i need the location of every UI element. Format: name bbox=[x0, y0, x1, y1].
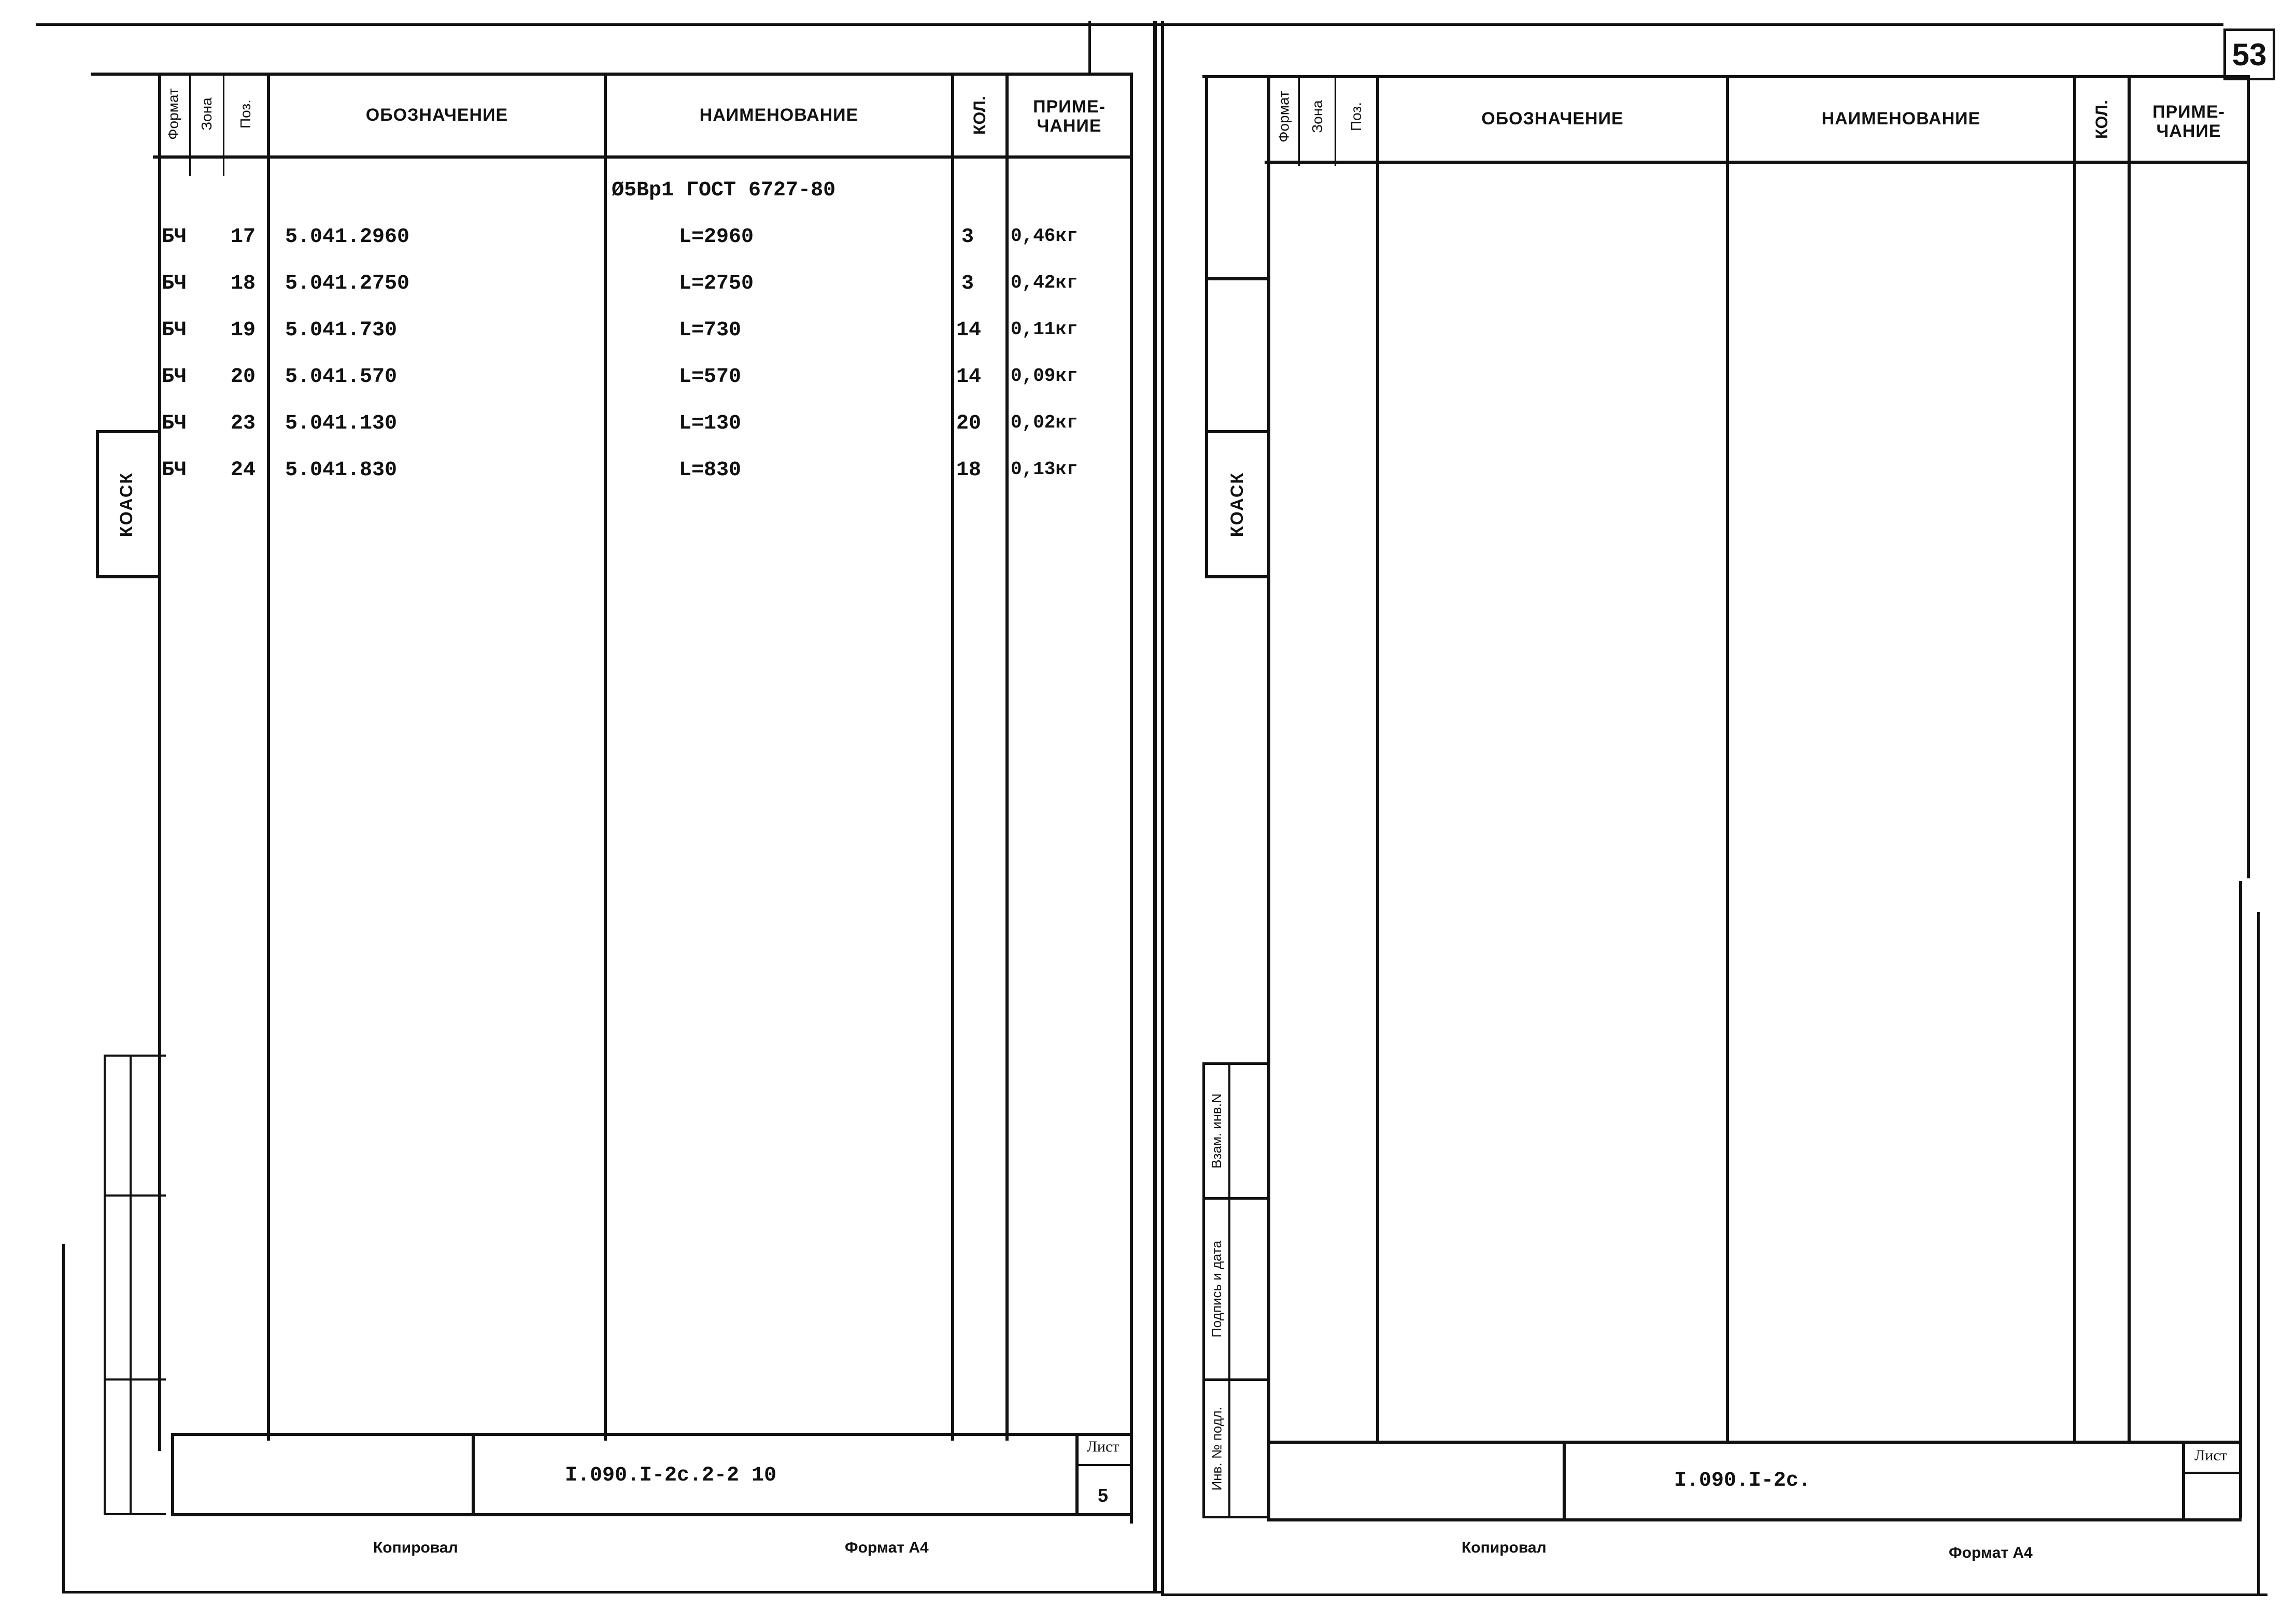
row-qty: 3 bbox=[961, 272, 974, 295]
row-name: L=2960 bbox=[679, 225, 754, 249]
row-name: L=130 bbox=[679, 412, 742, 435]
row-designation: 5.041.2960 bbox=[285, 225, 410, 249]
header-pos: Поз. bbox=[237, 99, 253, 129]
row-note: 0,13кг bbox=[1011, 459, 1078, 480]
row-qty: 14 bbox=[956, 365, 982, 389]
row-format: БЧ bbox=[162, 365, 187, 389]
row-note: 0,11кг bbox=[1011, 319, 1078, 340]
header-note bbox=[2131, 88, 2247, 155]
header-note-line2: ЧАНИЕ bbox=[2156, 121, 2221, 141]
row-qty: 20 bbox=[956, 412, 982, 435]
header-zone: Зона bbox=[199, 97, 215, 131]
header-name: НАИМЕНОВАНИЕ bbox=[699, 105, 859, 125]
row-format: БЧ bbox=[162, 272, 187, 295]
header-designation: ОБОЗНАЧЕНИЕ bbox=[1481, 109, 1624, 129]
row-pos: 23 bbox=[231, 412, 256, 435]
row-pos: 20 bbox=[231, 365, 256, 389]
sheet-label: Лист bbox=[1086, 1438, 1119, 1455]
header-qty: КОЛ. bbox=[2092, 99, 2111, 139]
row-format: БЧ bbox=[162, 412, 187, 435]
side-label: КОАСК bbox=[117, 472, 137, 537]
row-name: L=2750 bbox=[679, 272, 754, 295]
row-pos: 19 bbox=[231, 319, 256, 342]
format-label: Формат А4 bbox=[1949, 1544, 2033, 1561]
header-note bbox=[1009, 83, 1130, 150]
copied-label: Копировал bbox=[373, 1539, 458, 1556]
row-pos: 24 bbox=[231, 459, 256, 482]
row-format: БЧ bbox=[162, 319, 187, 342]
row-name: L=830 bbox=[679, 459, 742, 482]
row-qty: 14 bbox=[956, 319, 982, 342]
row-note: 0,42кг bbox=[1011, 272, 1078, 293]
row-name: L=730 bbox=[679, 319, 742, 342]
header-designation: ОБОЗНАЧЕНИЕ bbox=[365, 105, 508, 125]
row-note: 0,09кг bbox=[1011, 365, 1078, 387]
header-note-line1: ПРИМЕ- bbox=[2152, 102, 2225, 122]
header-note-line1: ПРИМЕ- bbox=[1033, 96, 1106, 117]
row-designation: 5.041.130 bbox=[285, 412, 398, 435]
row-pos: 18 bbox=[231, 272, 256, 295]
sheet-number: 5 bbox=[1097, 1485, 1109, 1506]
sheet-label: Лист bbox=[2194, 1447, 2227, 1464]
row-designation: 5.041.570 bbox=[285, 365, 398, 389]
stamp-replace-inv: Взам. инв.N bbox=[1209, 1093, 1224, 1169]
doc-code: I.090.I-2c. bbox=[1674, 1469, 1811, 1492]
header-format: Формат bbox=[165, 88, 181, 140]
copied-label: Копировал bbox=[1462, 1539, 1547, 1556]
group-title: Ø5Вр1 ГОСТ 6727-80 bbox=[612, 179, 836, 202]
header-format: Формат bbox=[1276, 91, 1292, 143]
row-format: БЧ bbox=[162, 225, 187, 249]
row-qty: 3 bbox=[961, 225, 974, 249]
row-format: БЧ bbox=[162, 459, 187, 482]
row-qty: 18 bbox=[956, 459, 982, 482]
header-qty: КОЛ. bbox=[970, 96, 989, 135]
header-pos: Поз. bbox=[1348, 102, 1364, 131]
page-number: 53 bbox=[2232, 37, 2267, 72]
stamp-sign-date: Подпись и дата bbox=[1209, 1240, 1225, 1338]
row-designation: 5.041.830 bbox=[285, 459, 398, 482]
row-pos: 17 bbox=[231, 225, 256, 249]
side-label: КОАСК bbox=[1227, 472, 1248, 537]
format-label: Формат А4 bbox=[845, 1539, 929, 1556]
row-designation: 5.041.2750 bbox=[285, 272, 410, 295]
doc-code: I.090.I-2c.2-2 10 bbox=[565, 1464, 777, 1487]
row-note: 0,46кг bbox=[1011, 225, 1078, 247]
header-zone: Зона bbox=[1309, 100, 1325, 133]
header-name: НАИМЕНОВАНИЕ bbox=[1821, 109, 1981, 129]
row-designation: 5.041.730 bbox=[285, 319, 398, 342]
stamp-inv-orig: Инв. № подл. bbox=[1209, 1406, 1224, 1490]
row-name: L=570 bbox=[679, 365, 742, 389]
row-note: 0,02кг bbox=[1011, 412, 1078, 433]
header-note-line2: ЧАНИЕ bbox=[1037, 116, 1102, 136]
